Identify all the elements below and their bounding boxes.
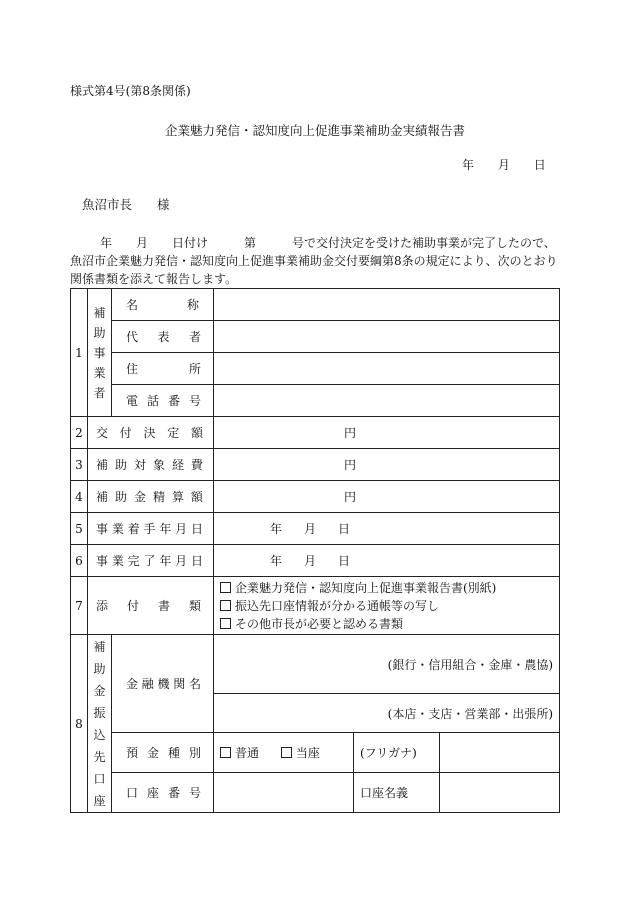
- eligible-expense-label: 補 助 対 象 経 費: [88, 449, 214, 481]
- row-number-8: 8: [71, 635, 88, 813]
- furigana-label: (フリガナ): [354, 733, 440, 773]
- row-number-7: 7: [71, 577, 88, 635]
- account-number-field[interactable]: [214, 773, 354, 813]
- address-field[interactable]: [214, 353, 560, 385]
- document-title: 企業魅力発信・認知度向上促進事業補助金実績報告書: [164, 123, 465, 138]
- account-name-label: 口座名義: [354, 773, 440, 813]
- addressee: 魚沼市長 様: [82, 197, 170, 212]
- body-line-2: 魚沼市企業魅力発信・認知度向上促進事業補助金交付要綱第8条の規定により、次のとおり: [70, 254, 558, 268]
- name-field[interactable]: [214, 289, 560, 321]
- report-date-line: [462, 156, 566, 173]
- date-year: 年: [462, 158, 475, 172]
- body-line-3: 関係書類を添えて報告します。: [70, 272, 238, 286]
- grant-decision-amount-label: 交 付 決 定 額: [88, 417, 214, 449]
- checkbox[interactable]: [281, 747, 292, 758]
- phone-label: 電 話 番 号: [112, 385, 214, 417]
- deposit-type-options: [214, 733, 354, 773]
- row-number-5: 5: [71, 513, 88, 545]
- completion-date-field[interactable]: 年 月 日: [214, 545, 560, 577]
- phone-field[interactable]: [214, 385, 560, 417]
- attachments-label: 添 付 書 類: [88, 577, 214, 635]
- representative-label: 代 表 者: [112, 321, 214, 353]
- bank-type-field[interactable]: (銀行・信用組合・金庫・農協): [214, 635, 560, 694]
- branch-type-field[interactable]: (本店・支店・営業部・出張所): [214, 694, 560, 733]
- bank-name-label: 金 融 機 関 名: [112, 635, 214, 733]
- report-table: [70, 288, 560, 813]
- form-number-label: 様式第4号(第8条関係): [70, 84, 191, 98]
- row-number-3: 3: [71, 449, 88, 481]
- account-name-field[interactable]: [440, 773, 560, 813]
- checkbox[interactable]: [220, 600, 231, 611]
- grant-decision-amount-field[interactable]: 円: [214, 417, 560, 449]
- checkbox[interactable]: [220, 618, 231, 629]
- address-label: 住 所: [112, 353, 214, 385]
- start-date-label: 事 業 着 手 年 月 日: [88, 513, 214, 545]
- attachment-item[interactable]: 企業魅力発信・認知度向上促進事業報告書(別紙): [220, 579, 553, 597]
- deposit-option-checking[interactable]: 当座: [281, 746, 320, 760]
- furigana-field[interactable]: [440, 733, 560, 773]
- name-label: 名 称: [112, 289, 214, 321]
- start-date-field[interactable]: 年 月 日: [214, 513, 560, 545]
- completion-date-label: 事 業 完 了 年 月 日: [88, 545, 214, 577]
- date-month: 月: [497, 158, 510, 172]
- row-number-6: 6: [71, 545, 88, 577]
- settled-amount-label: 補 助 金 精 算 額: [88, 481, 214, 513]
- account-number-label: 口 座 番 号: [112, 773, 214, 813]
- deposit-option-ordinary[interactable]: 普通: [220, 746, 259, 760]
- row-number-2: 2: [71, 417, 88, 449]
- checkbox[interactable]: [220, 582, 231, 593]
- attachment-item[interactable]: その他市長が必要と認める書類: [220, 615, 553, 633]
- attachments-list: [214, 577, 560, 635]
- attachment-item[interactable]: 振込先口座情報が分かる通帳等の写し: [220, 597, 553, 615]
- bank-account-group-label: 補 助 金 振 込 先 口 座: [88, 635, 112, 813]
- checkbox[interactable]: [220, 747, 231, 758]
- deposit-type-label: 預 金 種 別: [112, 733, 214, 773]
- row-number-1: 1: [71, 289, 88, 417]
- body-line-1: 年 月 日付け 第 号で交付決定を受けた補助事業が完了したので、: [100, 236, 556, 250]
- row-number-4: 4: [71, 481, 88, 513]
- date-day: 日: [533, 158, 546, 172]
- settled-amount-field[interactable]: 円: [214, 481, 560, 513]
- eligible-expense-field[interactable]: 円: [214, 449, 560, 481]
- applicant-group-label: 補 助 事 業 者: [88, 289, 112, 417]
- representative-field[interactable]: [214, 321, 560, 353]
